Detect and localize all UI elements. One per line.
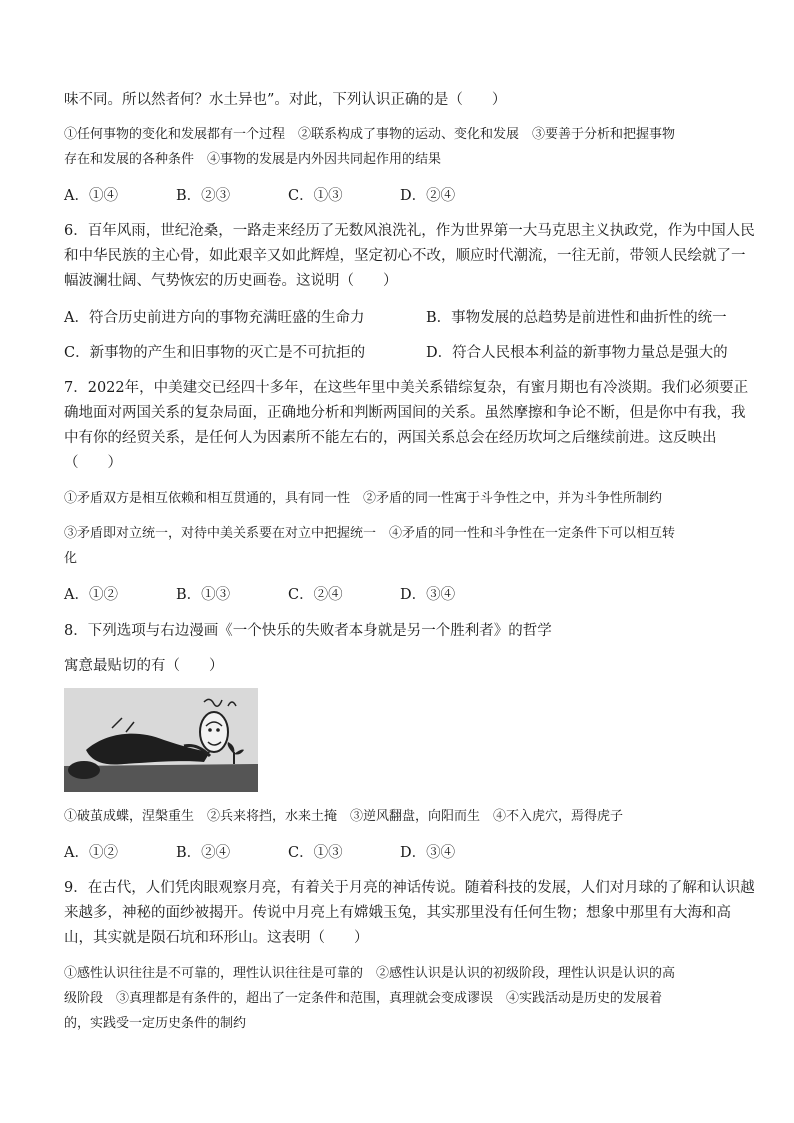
q6-stem-line: 6．百年风雨，世纪沧桑，一路走来经历了无数风浪洗礼，作为世界第一大马克思主义执政党，作为中国人民 bbox=[64, 223, 755, 239]
q7-statement-line: 化 bbox=[64, 551, 78, 566]
q9-stem-line: 山，其实就是陨石坑和环形山。这表明（ ） bbox=[64, 930, 369, 946]
q5-option-a[interactable]: A．①④ bbox=[64, 188, 118, 204]
q5-option-c[interactable]: C．①③ bbox=[288, 188, 343, 204]
q8-option-b[interactable]: B．②④ bbox=[176, 845, 231, 861]
q7-stem-line: 中有你的经贸关系，是任何人为因素所不能左右的，两国关系总会在经历坎坷之后继续前进。这反映出 bbox=[64, 430, 717, 446]
q7-statement-line: ③矛盾即对立统一，对待中美关系要在对立中把握统一 ④矛盾的同一性和斗争性在一定条件下可以相互转 bbox=[64, 526, 676, 541]
q8-stem-line: 8．下列选项与右边漫画《一个快乐的失败者本身就是另一个胜利者》的哲学 bbox=[64, 623, 552, 639]
q7-stem-line: 7．2022年，中美建交已经四十多年，在这些年里中美关系错综复杂，有蜜月期也有冷淡期。我们必须要正 bbox=[64, 380, 749, 396]
q9-statement-line: ①感性认识往往是不可靠的，理性认识往往是可靠的 ②感性认识是认识的初级阶段，理性认识是认识的高 bbox=[64, 966, 676, 981]
q6-option-b[interactable]: B．事物发展的总趋势是前进性和曲折性的统一 bbox=[426, 310, 727, 326]
cartoon-illustration bbox=[64, 688, 258, 792]
q9-stem-line: 来越多，神秘的面纱被揭开。传说中月亮上有嫦娥玉兔，其实那里没有任何生物；想象中那里有大海和高 bbox=[64, 905, 731, 921]
q7-stem-line: （ ） bbox=[64, 455, 122, 471]
q8-option-c[interactable]: C．①③ bbox=[288, 845, 343, 861]
q5-statement-line: ①任何事物的变化和发展都有一个过程 ②联系构成了事物的运动、变化和发展 ③要善于分析和把握事物 bbox=[64, 127, 676, 142]
figure-head bbox=[200, 712, 228, 752]
q8-statement-line: ①破茧成蝶，涅槃重生 ②兵来将挡，水来土掩 ③逆风翻盘，向阳而生 ④不入虎穴，焉得虎子 bbox=[64, 809, 624, 824]
q6-stem-line: 和中华民族的主心骨，如此艰辛又如此辉煌，坚定初心不改，顺应时代潮流，一往无前，带领人民绘就了一 bbox=[64, 248, 746, 264]
q7-statement-line: ①矛盾双方是相互依赖和相互贯通的，具有同一性 ②矛盾的同一性寓于斗争性之中，并为斗争性所制约 bbox=[64, 491, 663, 506]
q6-option-c[interactable]: C．新事物的产生和旧事物的灭亡是不可抗拒的 bbox=[64, 345, 366, 361]
q7-option-c[interactable]: C．②④ bbox=[288, 587, 343, 603]
q6-option-d[interactable]: D．符合人民根本利益的新事物力量总是强大的 bbox=[426, 345, 728, 361]
q6-stem-line: 幅波澜壮阔、气势恢宏的历史画卷。这说明（ ） bbox=[64, 273, 398, 289]
q9-stem-line: 9．在古代，人们凭肉眼观察月亮，有着关于月亮的神话传说。随着科技的发展，人们对月球的了解和认识越 bbox=[64, 880, 755, 896]
q7-option-a[interactable]: A．①② bbox=[64, 587, 118, 603]
q8-option-d[interactable]: D．③④ bbox=[400, 845, 456, 861]
rock-shape bbox=[68, 761, 100, 779]
q7-option-d[interactable]: D．③④ bbox=[400, 587, 456, 603]
q6-option-a[interactable]: A．符合历史前进方向的事物充满旺盛的生命力 bbox=[64, 310, 365, 326]
q5-statement-line: 存在和发展的各种条件 ④事物的发展是内外因共同起作用的结果 bbox=[64, 152, 442, 167]
q5-stem-tail: 味不同。所以然者何？水土异也”。对此，下列认识正确的是（ ） bbox=[64, 92, 507, 108]
q9-statement-line: 的，实践受一定历史条件的制约 bbox=[64, 1016, 247, 1031]
q9-statement-line: 级阶段 ③真理都是有条件的，超出了一定条件和范围，真理就会变成谬误 ④实践活动是历史的发展着 bbox=[64, 991, 663, 1006]
q7-option-b[interactable]: B．①③ bbox=[176, 587, 231, 603]
q7-stem-line: 确地面对两国关系的复杂局面，正确地分析和判断两国间的关系。虽然摩擦和争论不断，但是你中有我，我 bbox=[64, 405, 746, 421]
q5-option-b[interactable]: B．②③ bbox=[176, 188, 231, 204]
q5-option-d[interactable]: D．②④ bbox=[400, 188, 456, 204]
q8-stem-line: 寓意最贴切的有（ ） bbox=[64, 658, 224, 674]
cartoon-image bbox=[64, 688, 258, 792]
q8-option-a[interactable]: A．①② bbox=[64, 845, 118, 861]
